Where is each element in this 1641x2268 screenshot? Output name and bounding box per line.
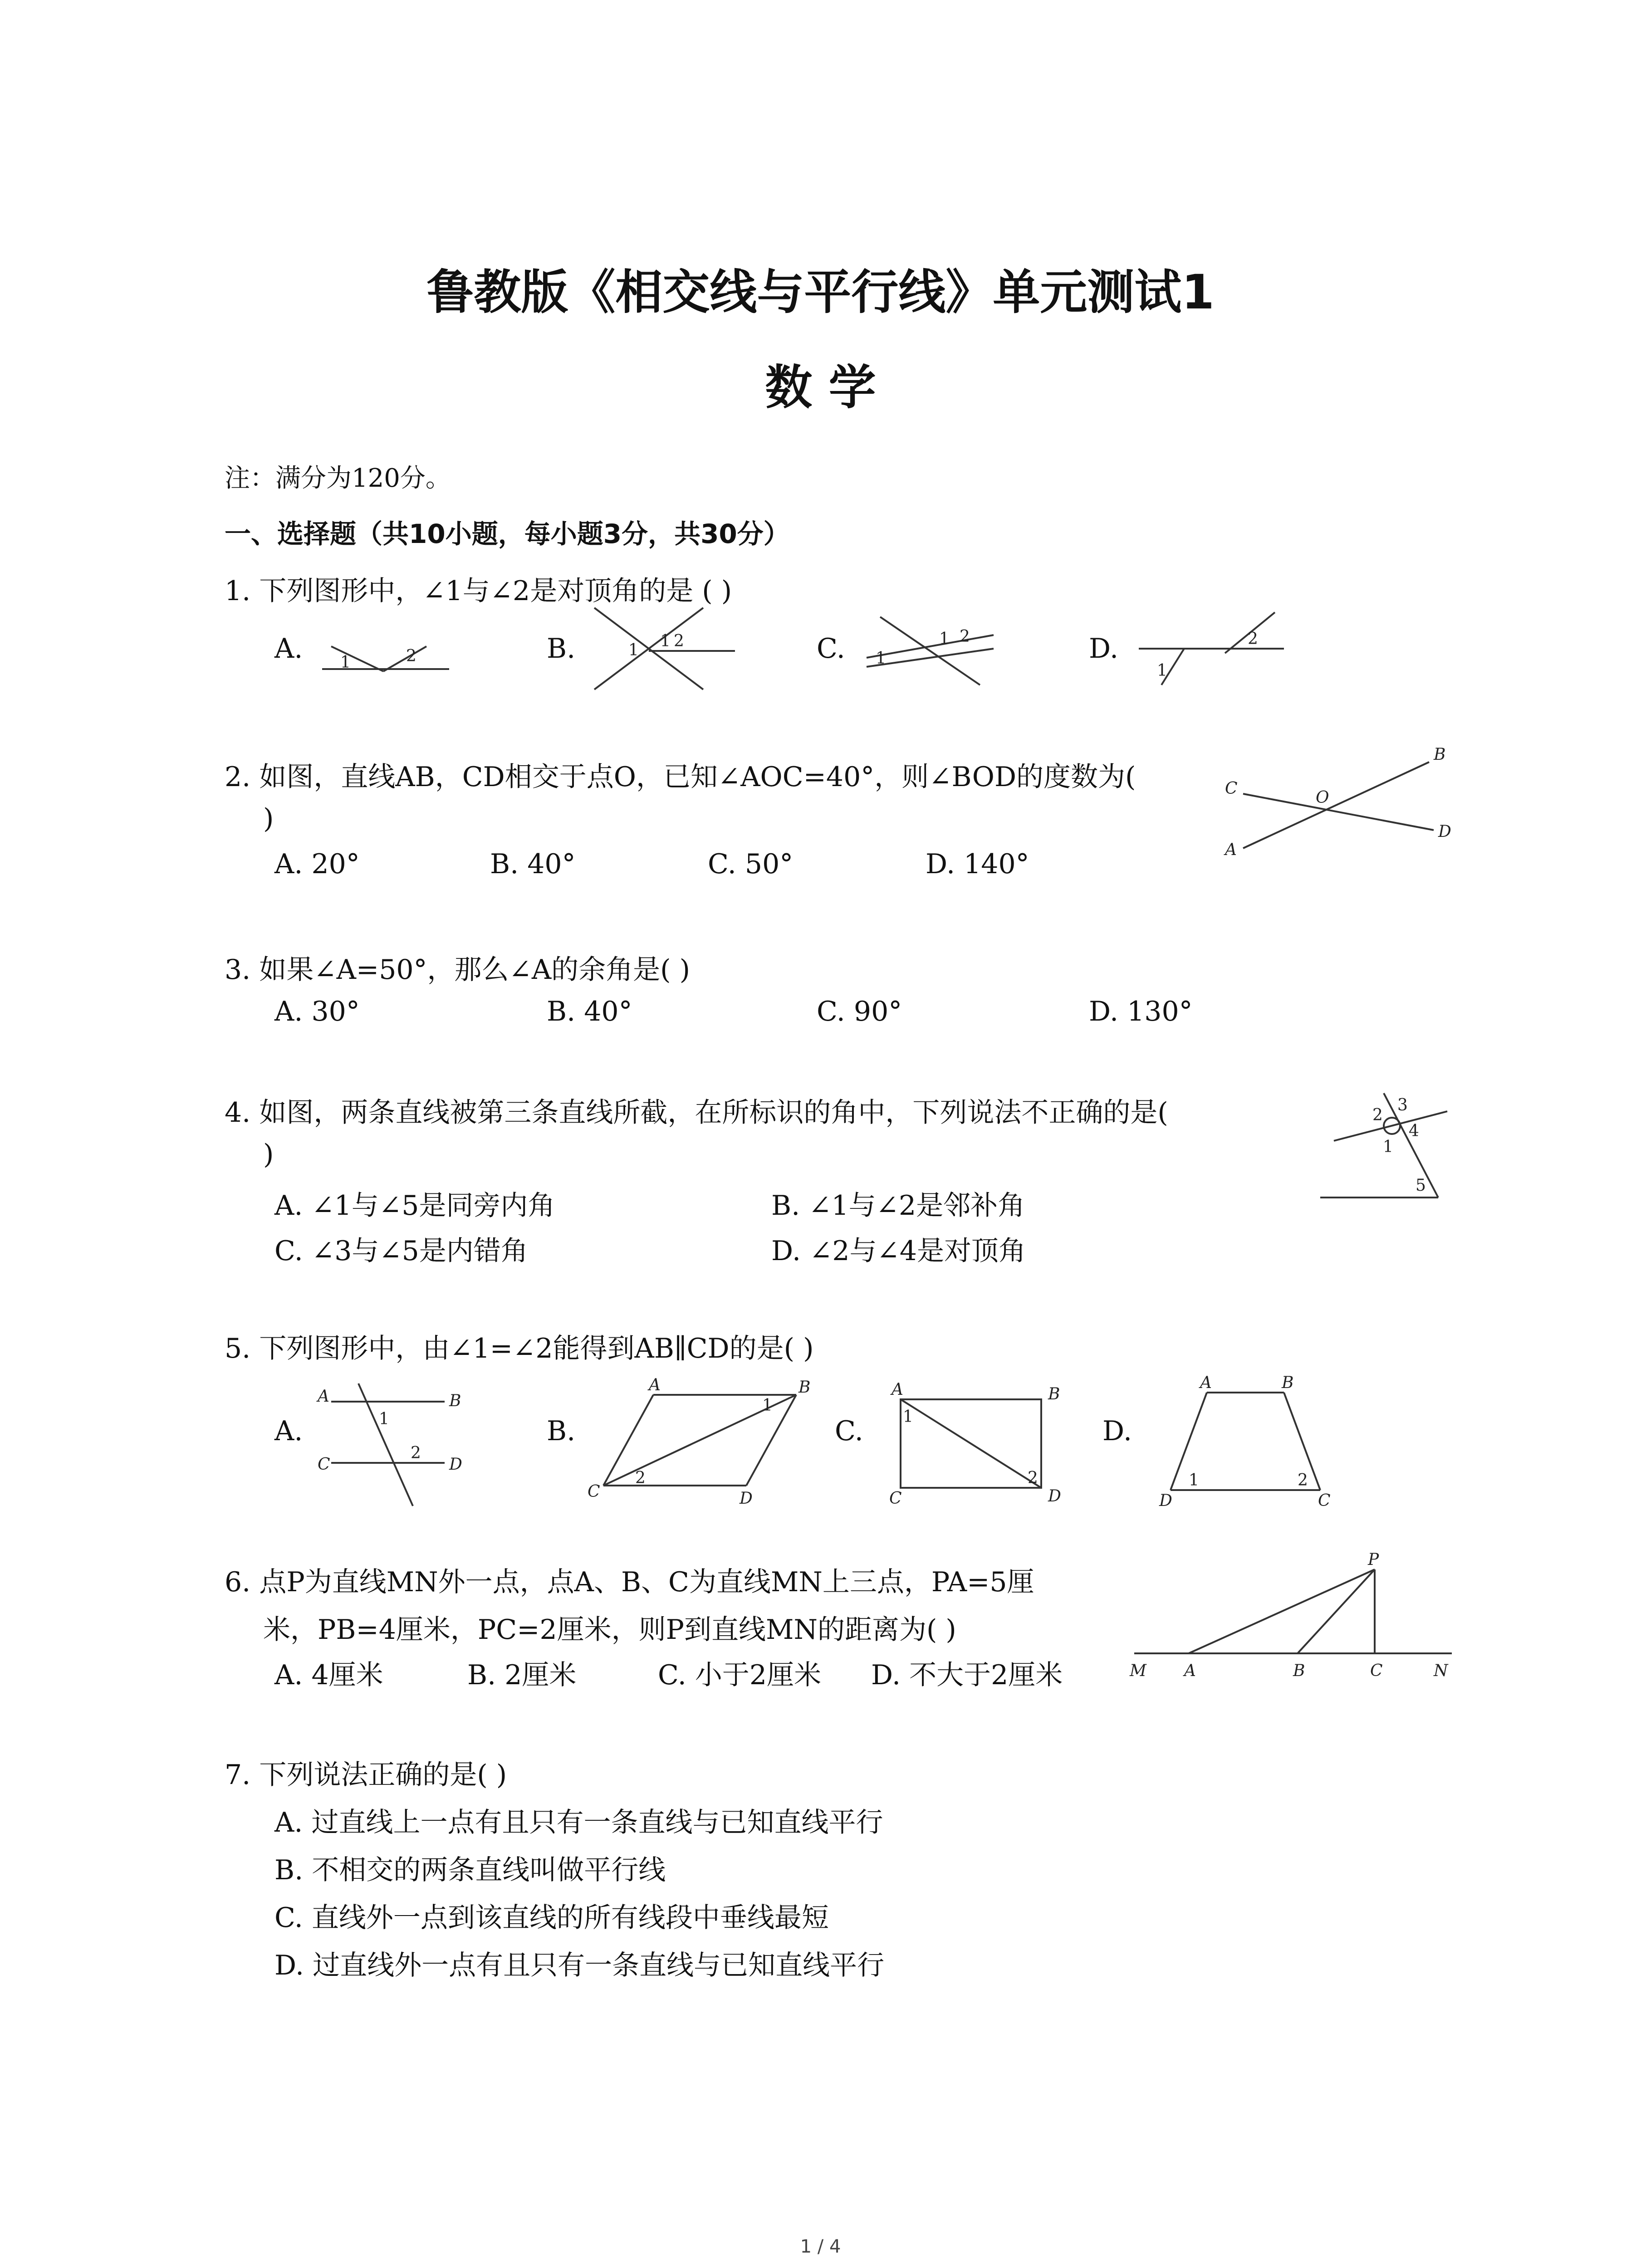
- svg-text:C: C: [1370, 1662, 1383, 1680]
- question-1-option-a[interactable]: A.: [274, 633, 303, 665]
- svg-text:2: 2: [1248, 630, 1258, 648]
- question-1-stem: 1. 下列图形中，∠1与∠2是对顶角的是 ( ): [225, 575, 732, 607]
- svg-text:A: A: [1184, 1662, 1196, 1680]
- svg-text:P: P: [1368, 1550, 1379, 1569]
- question-4-stem: 4. 如图，两条直线被第三条直线所截，在所标识的角中，下列说法不正确的是(: [225, 1097, 1168, 1129]
- svg-text:1: 1: [379, 1410, 389, 1428]
- svg-text:1: 1: [903, 1408, 913, 1426]
- question-5-figure-b: [585, 1374, 821, 1510]
- svg-text:1: 1: [1157, 661, 1167, 680]
- question-7-option-b[interactable]: B. 不相交的两条直线叫做平行线: [274, 1854, 666, 1886]
- question-3-option-c[interactable]: C. 90°: [817, 996, 902, 1027]
- question-5-option-a[interactable]: A.: [274, 1415, 303, 1447]
- svg-text:D: D: [449, 1455, 462, 1474]
- svg-text:5: 5: [1416, 1176, 1426, 1195]
- question-1-figure-c: [857, 608, 1003, 694]
- svg-text:2: 2: [1372, 1106, 1383, 1124]
- question-3-option-d[interactable]: D. 130°: [1089, 996, 1193, 1027]
- svg-text:O: O: [1316, 788, 1329, 807]
- question-6-figure: [1116, 1547, 1461, 1692]
- svg-text:C: C: [588, 1482, 600, 1501]
- question-2-stem: 2. 如图，直线AB，CD相交于点O，已知∠AOC=40°，则∠BOD的度数为(: [225, 761, 1136, 793]
- question-3-option-b[interactable]: B. 40°: [547, 996, 632, 1027]
- svg-text:B: B: [798, 1378, 811, 1397]
- question-3-stem: 3. 如果∠A=50°，那么∠A的余角是( ): [225, 954, 691, 986]
- question-2-figure: [1216, 744, 1470, 862]
- svg-text:2: 2: [960, 627, 970, 646]
- svg-text:2: 2: [1028, 1469, 1038, 1487]
- question-4-figure: [1316, 1089, 1461, 1211]
- question-5-option-d[interactable]: D.: [1102, 1415, 1132, 1447]
- section-title: 一、选择题（共10小题，每小题3分，共30分）: [225, 518, 790, 549]
- question-1-figure-b: [585, 599, 749, 699]
- question-7-option-a[interactable]: A. 过直线上一点有且只有一条直线与已知直线平行: [274, 1807, 883, 1838]
- svg-text:C: C: [1318, 1491, 1331, 1510]
- svg-text:2: 2: [406, 647, 416, 665]
- svg-text:A: A: [1225, 841, 1237, 859]
- svg-text:1: 1: [1189, 1471, 1199, 1490]
- question-1-option-b[interactable]: B.: [547, 633, 576, 665]
- question-2-stem-tail: ): [263, 803, 274, 835]
- svg-text:C: C: [889, 1489, 902, 1508]
- question-2-option-d[interactable]: D. 140°: [926, 848, 1029, 880]
- svg-text:B: B: [1282, 1374, 1294, 1392]
- question-1-option-d[interactable]: D.: [1089, 633, 1119, 665]
- question-6-option-d[interactable]: D. 不大于2厘米: [871, 1659, 1063, 1691]
- svg-text:2: 2: [1298, 1471, 1308, 1490]
- svg-text:C: C: [1225, 779, 1238, 798]
- question-1-figure-d: [1134, 603, 1302, 689]
- question-5-stem: 5. 下列图形中，由∠1=∠2能得到AB∥CD的是( ): [225, 1333, 814, 1364]
- svg-text:A: A: [1200, 1374, 1212, 1392]
- svg-text:1: 1: [1383, 1138, 1393, 1156]
- question-4-option-c[interactable]: C. ∠3与∠5是内错角: [274, 1235, 528, 1267]
- svg-text:D: D: [1438, 822, 1451, 841]
- question-4-stem-tail: ): [263, 1139, 274, 1170]
- svg-text:1: 1: [628, 641, 639, 660]
- svg-text:2: 2: [635, 1469, 646, 1487]
- question-5-option-b[interactable]: B.: [547, 1415, 576, 1447]
- question-6-stem-2: 米，PB=4厘米，PC=2厘米，则P到直线MN的距离为( ): [263, 1614, 956, 1646]
- question-2-option-b[interactable]: B. 40°: [490, 848, 576, 880]
- svg-text:A: A: [892, 1380, 903, 1399]
- question-3-option-a[interactable]: A. 30°: [274, 996, 360, 1027]
- svg-text:A: A: [649, 1376, 661, 1394]
- svg-text:M: M: [1130, 1662, 1146, 1680]
- svg-text:2: 2: [674, 632, 684, 650]
- svg-text:1: 1: [340, 653, 351, 672]
- question-5-figure-d: [1152, 1370, 1343, 1515]
- question-4-option-d[interactable]: D. ∠2与∠4是对顶角: [771, 1235, 1026, 1267]
- score-note: 注：满分为120分。: [225, 464, 451, 493]
- svg-text:4: 4: [1409, 1122, 1419, 1140]
- question-5-figure-a: [313, 1374, 476, 1510]
- svg-text:D: D: [1159, 1491, 1172, 1510]
- question-6-option-c[interactable]: C. 小于2厘米: [658, 1659, 822, 1691]
- svg-text:1: 1: [939, 630, 950, 648]
- svg-text:2: 2: [411, 1444, 421, 1462]
- question-1-figure-a: [313, 608, 458, 680]
- question-4-option-a[interactable]: A. ∠1与∠5是同旁内角: [274, 1190, 555, 1222]
- question-6-option-a[interactable]: A. 4厘米: [274, 1659, 383, 1691]
- page-title: 鲁教版《相交线与平行线》单元测试1: [426, 264, 1215, 320]
- svg-text:1: 1: [762, 1396, 773, 1415]
- question-5-figure-c: [880, 1374, 1071, 1510]
- question-5-option-c[interactable]: C.: [835, 1415, 863, 1447]
- svg-text:B: B: [1434, 745, 1446, 764]
- svg-text:C: C: [318, 1455, 330, 1474]
- question-4-option-b[interactable]: B. ∠1与∠2是邻补角: [771, 1190, 1025, 1222]
- question-7-option-c[interactable]: C. 直线外一点到该直线的所有线段中垂线最短: [274, 1902, 829, 1934]
- question-2-option-a[interactable]: A. 20°: [274, 848, 360, 880]
- question-2-option-c[interactable]: C. 50°: [708, 848, 794, 880]
- question-7-stem: 7. 下列说法正确的是( ): [225, 1759, 507, 1791]
- question-6-stem: 6. 点P为直线MN外一点，点A、B、C为直线MN上三点，PA=5厘: [225, 1566, 1034, 1598]
- subject-title: 数 学: [765, 360, 876, 415]
- question-7-option-d[interactable]: D. 过直线外一点有且只有一条直线与已知直线平行: [274, 1950, 885, 1981]
- svg-text:N: N: [1434, 1662, 1448, 1680]
- question-1-option-c[interactable]: C.: [817, 633, 845, 665]
- svg-text:B: B: [1293, 1662, 1305, 1680]
- svg-text:3: 3: [1397, 1096, 1408, 1114]
- svg-text:B: B: [1048, 1385, 1060, 1403]
- svg-text:1: 1: [660, 632, 671, 650]
- page-number: 1 / 4: [800, 2236, 841, 2257]
- question-6-option-b[interactable]: B. 2厘米: [467, 1659, 577, 1691]
- svg-text:D: D: [1048, 1487, 1061, 1505]
- svg-text:A: A: [318, 1387, 329, 1406]
- svg-text:1: 1: [876, 649, 886, 668]
- svg-text:D: D: [740, 1489, 753, 1508]
- svg-text:B: B: [449, 1392, 461, 1410]
